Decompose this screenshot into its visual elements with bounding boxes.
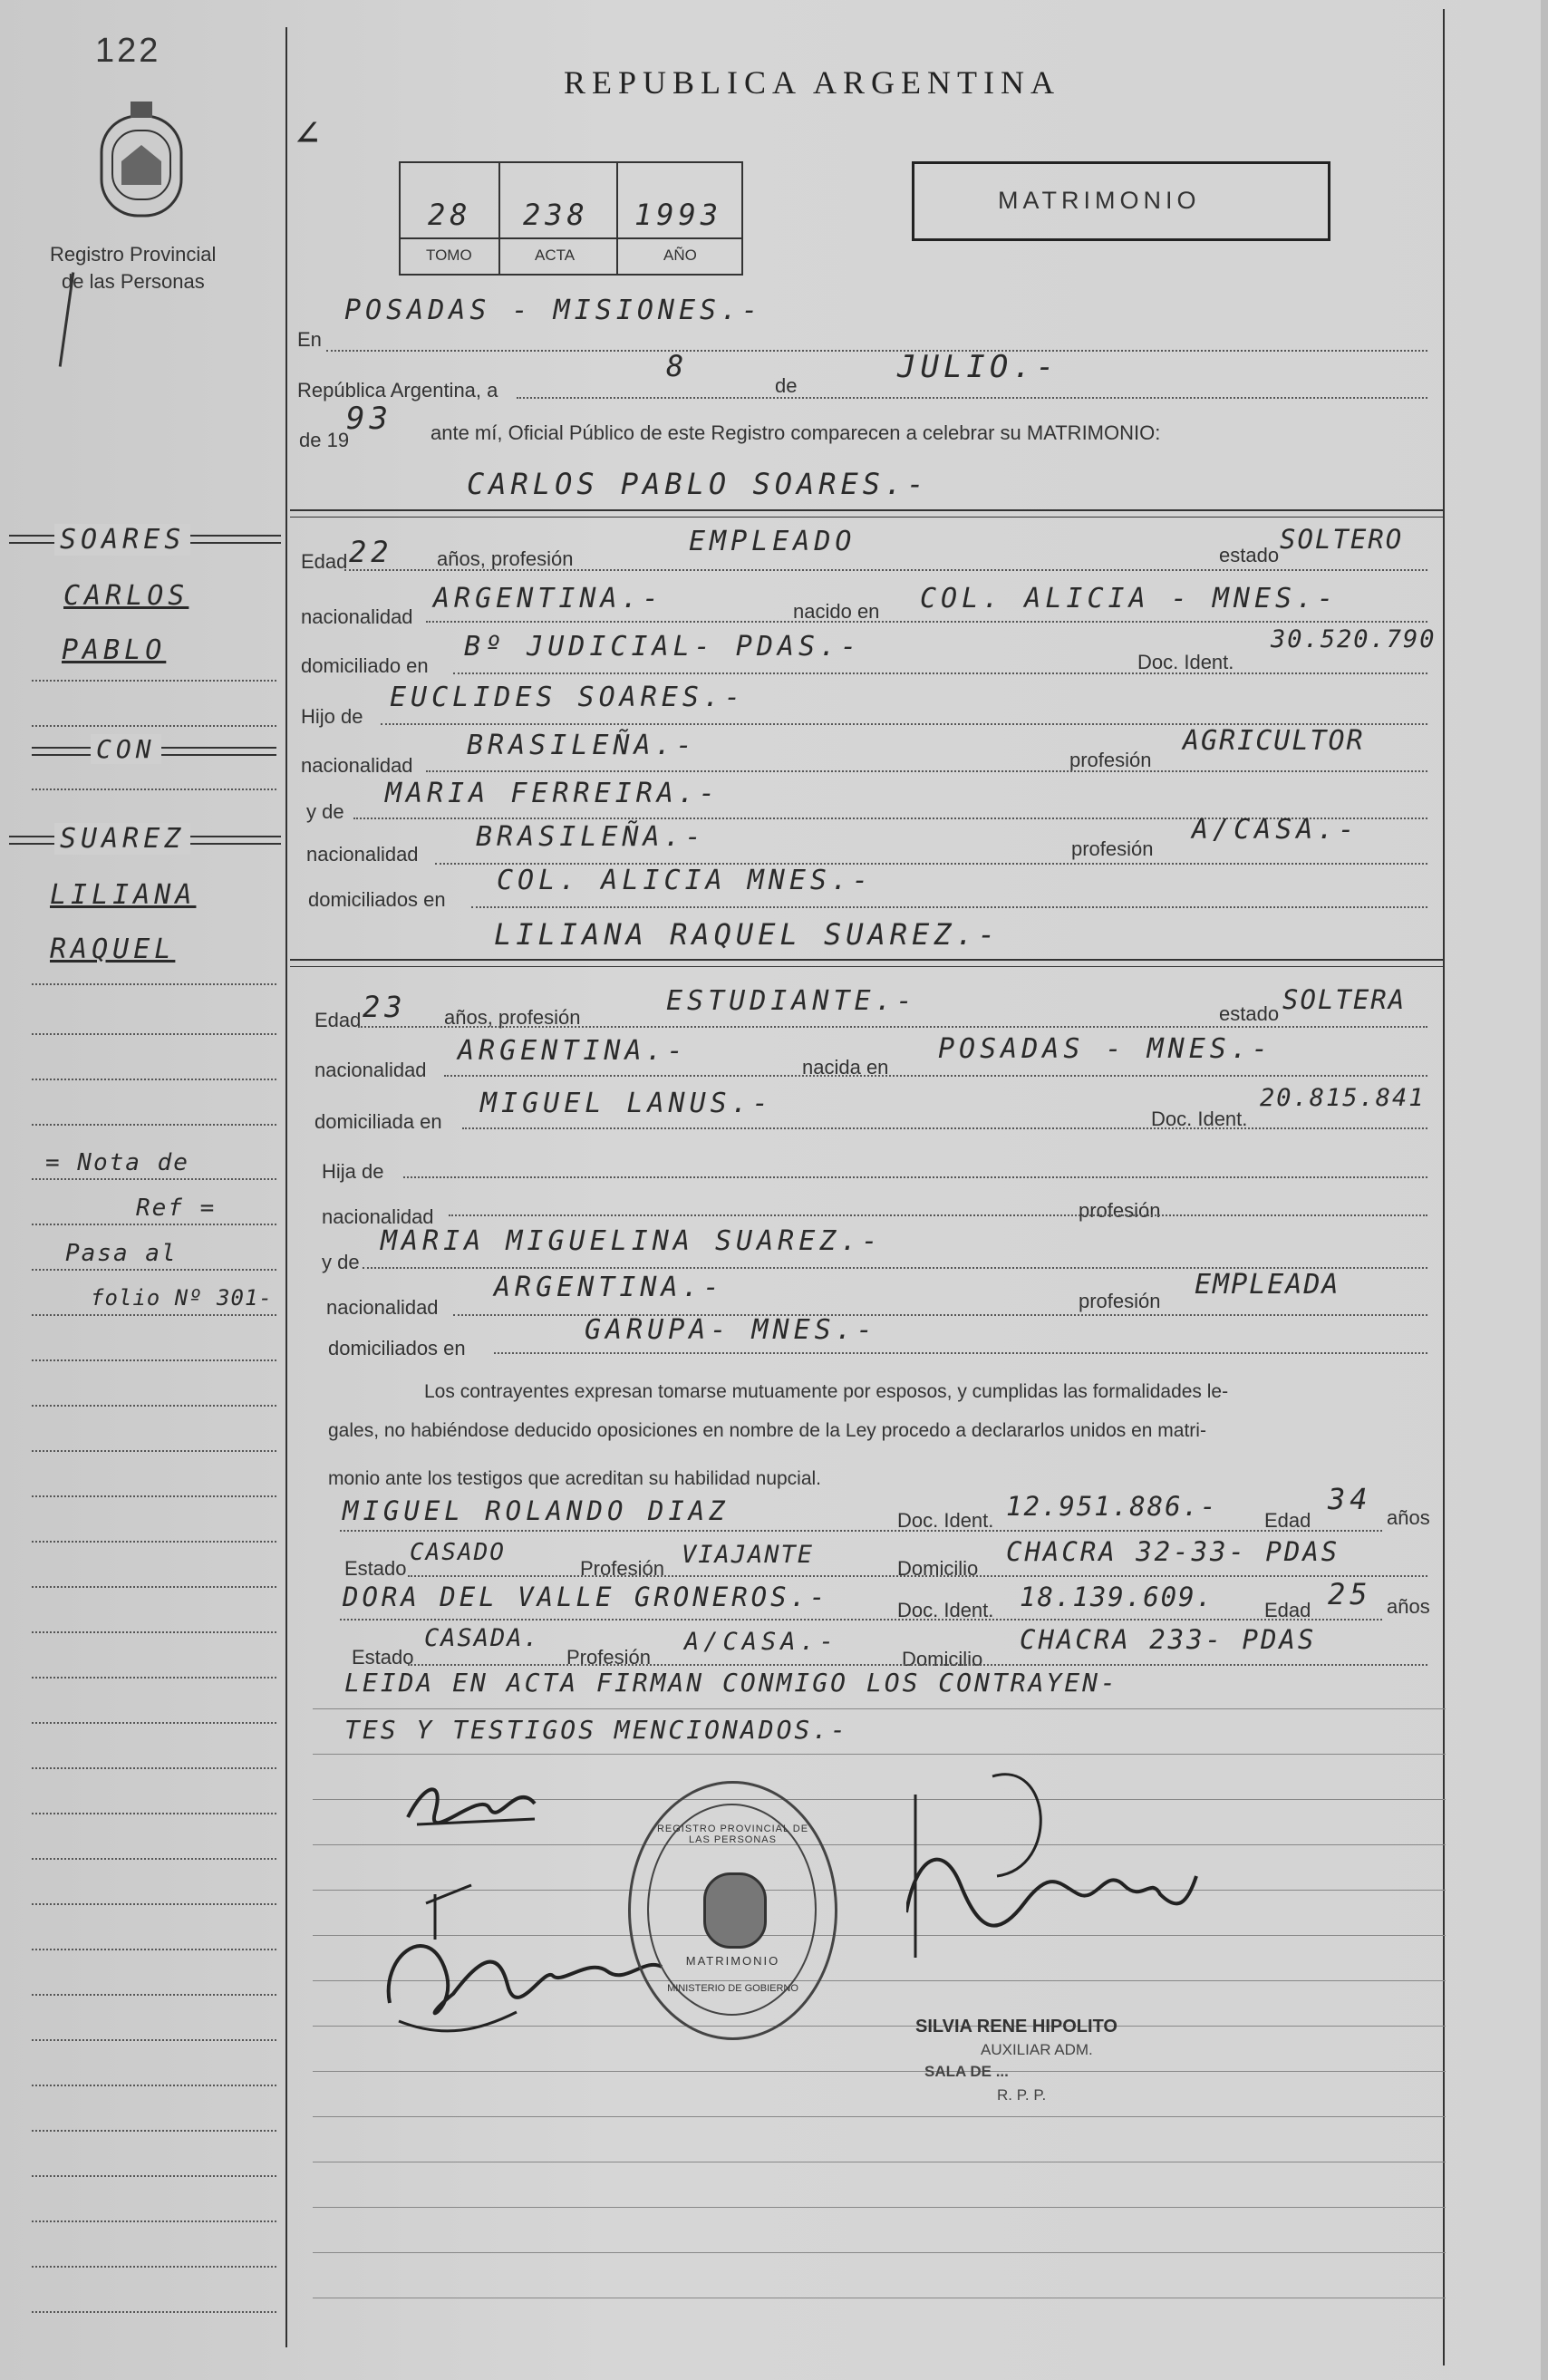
witness1-profession: VIAJANTE	[682, 1541, 815, 1569]
groom-full-name: CARLOS PABLO SOARES.-	[467, 467, 929, 501]
margin-line	[32, 1314, 276, 1316]
bride-birthplace: POSADAS - MNES.-	[938, 1033, 1272, 1065]
groom-nacionalidad-label: nacionalidad	[301, 605, 413, 628]
margin-line	[32, 680, 276, 682]
groom-parents-line	[471, 906, 1427, 908]
margin-note-4: folio Nº 301-	[91, 1285, 273, 1311]
groom-mother-nationality: BRASILEÑA.-	[476, 821, 706, 853]
ruled-line	[313, 2252, 1446, 2253]
margin-line	[32, 2311, 276, 2313]
margin-line	[32, 1541, 276, 1543]
margin-line	[32, 1994, 276, 1996]
bride-parents-address: GARUPA- MNES.-	[585, 1314, 877, 1346]
margin-bride-surname: SUAREZ	[54, 823, 190, 855]
bride-father-nat-label: nacionalidad	[322, 1205, 434, 1228]
bride-nat-line	[444, 1075, 1427, 1077]
witness2-age: 25	[1328, 1577, 1372, 1611]
groom-father: EUCLIDES SOARES.-	[390, 682, 746, 713]
witness2-status: CASADA.	[424, 1624, 540, 1652]
margin-line	[32, 725, 276, 727]
margin-line	[32, 1949, 276, 1950]
ruled-line	[313, 2071, 1446, 2072]
country-title: REPUBLICA ARGENTINA	[564, 64, 1061, 101]
witness1-domicile: CHACRA 32-33- PDAS	[1006, 1536, 1340, 1567]
declaration-line-3: monio ante los testigos que acreditan su habilidad nupcial.	[328, 1468, 822, 1489]
witness2-estado-label: Estado	[352, 1646, 414, 1669]
witness1-estado-label: Estado	[344, 1557, 407, 1580]
margin-line	[32, 1722, 276, 1724]
groom-mother-prof-label: profesión	[1071, 837, 1154, 860]
margin-line	[32, 1858, 276, 1860]
official-stamp-2: AUXILIAR ADM.	[981, 2041, 1093, 2058]
year-prefix: de 19	[299, 429, 350, 451]
signature-1	[399, 1772, 544, 1840]
witness2-name: DORA DEL VALLE GRONEROS.-	[343, 1582, 829, 1612]
groom-birthplace: COL. ALICIA - MNES.-	[920, 583, 1339, 614]
witness2-line	[340, 1619, 1382, 1621]
witness2-domicilio-label: Domicilio	[902, 1648, 983, 1670]
acta-value: 238	[523, 198, 589, 232]
groom-doc: 30.520.790	[1271, 625, 1437, 653]
signature-2	[372, 1867, 671, 2053]
box-divider	[401, 237, 741, 239]
groom-section-line-2	[290, 517, 1443, 518]
ruled-line	[313, 1708, 1446, 1709]
year-value: 93	[346, 401, 392, 437]
closing-line-1: LEIDA EN ACTA FIRMAN CONMIGO LOS CONTRAYEN-	[344, 1668, 1118, 1698]
groom-status: SOLTERO	[1280, 524, 1404, 555]
groom-section-line	[290, 509, 1443, 511]
bride-estado-label: estado	[1219, 1002, 1280, 1025]
margin-divider	[285, 27, 287, 2347]
bride-father-line	[403, 1176, 1427, 1178]
margin-line	[32, 1495, 276, 1497]
bride-profession: ESTUDIANTE.-	[666, 985, 917, 1017]
bride-age: 23	[363, 990, 407, 1024]
groom-father-prof-label: profesión	[1069, 749, 1152, 771]
bride-father-prof-label: profesión	[1079, 1199, 1161, 1222]
bride-full-name: LILIANA RAQUEL SUAREZ.-	[494, 917, 1001, 952]
groom-father-profession: AGRICULTOR	[1183, 725, 1365, 757]
bride-parents-addr-label: domiciliados en	[328, 1337, 466, 1359]
republica-label: República Argentina, a	[297, 379, 498, 402]
bride-domiciliada-label: domiciliada en	[314, 1110, 442, 1133]
margin-line	[32, 1079, 276, 1080]
margin-line	[32, 1359, 276, 1361]
groom-anos-profesion: años, profesión	[437, 547, 574, 570]
groom-nat-line	[426, 621, 1427, 623]
groom-edad-label: Edad	[301, 550, 348, 573]
groom-father-nat-line	[426, 770, 1427, 772]
margin-line	[32, 2039, 276, 2041]
bride-doc: 20.815.841	[1260, 1084, 1426, 1112]
margin-line	[32, 1224, 276, 1225]
margin-line	[32, 2085, 276, 2086]
witness2-profesion-label: Profesión	[566, 1646, 651, 1669]
provincial-seal	[628, 1781, 837, 2040]
margin-note-3: Pasa al	[65, 1240, 178, 1267]
witness1-edad-label: Edad	[1264, 1509, 1311, 1532]
bride-age-line	[358, 1026, 1427, 1028]
margin-line	[32, 1767, 276, 1769]
margin-line	[32, 2130, 276, 2132]
witness1-name: MIGUEL ROLANDO DIAZ	[343, 1495, 730, 1526]
groom-addr-line	[453, 672, 1427, 674]
seal-bottom-text: MINISTERIO DE GOBIERNO	[667, 1983, 798, 1994]
margin-line	[32, 1405, 276, 1407]
margin-line	[32, 1178, 276, 1180]
groom-father-nat-label: nacionalidad	[301, 754, 413, 777]
bride-mother-nationality: ARGENTINA.-	[494, 1272, 724, 1303]
witness1-profesion-label: Profesión	[580, 1557, 664, 1580]
bride-addr-line	[462, 1127, 1427, 1129]
bride-anos-profesion: años, profesión	[444, 1006, 581, 1029]
margin-bride-second: RAQUEL	[50, 934, 176, 965]
bride-mother: MARIA MIGUELINA SUAREZ.-	[381, 1225, 883, 1257]
seal-outer-text: REGISTRO PROVINCIAL DE LAS PERSONAS	[656, 1824, 809, 1845]
bride-doc-label: Doc. Ident.	[1151, 1108, 1248, 1130]
margin-line	[32, 983, 276, 985]
witness2-doc-label: Doc. Ident.	[897, 1599, 994, 1621]
registry-seal-icon	[100, 98, 183, 223]
witness2-profession: A/CASA.-	[684, 1628, 839, 1656]
official-stamp-1: SILVIA RENE HIPOLITO	[915, 2017, 1117, 2037]
witness2-line-2	[408, 1664, 1427, 1666]
bride-mother-label: y de	[322, 1251, 360, 1273]
signature-3	[906, 1758, 1205, 1971]
witness1-doc: 12.951.886.-	[1006, 1491, 1218, 1522]
groom-nationality: ARGENTINA.-	[433, 583, 663, 614]
ano-value: 1993	[634, 198, 723, 232]
bride-edad-label: Edad	[314, 1009, 362, 1031]
bride-mother-profession: EMPLEADA	[1195, 1269, 1340, 1301]
groom-age-line	[344, 569, 1427, 571]
groom-profession: EMPLEADO	[689, 526, 856, 557]
witness1-line	[340, 1530, 1382, 1532]
margin-line	[32, 1124, 276, 1126]
bride-status: SOLTERA	[1282, 984, 1407, 1015]
acta-cell	[500, 163, 618, 274]
groom-father-nationality: BRASILEÑA.-	[467, 730, 697, 761]
margin-groom-second: PABLO	[62, 634, 167, 666]
groom-parents-address: COL. ALICIA MNES.-	[497, 865, 874, 896]
margin-line	[32, 2220, 276, 2222]
margin-line	[32, 788, 276, 790]
bride-address: MIGUEL LANUS.-	[480, 1088, 773, 1119]
margin-groom-surname: SOARES	[54, 524, 190, 556]
groom-nacido-label: nacido en	[793, 600, 880, 623]
bride-father-nat-line	[449, 1214, 1427, 1216]
margin-note-1: = Nota de	[45, 1149, 189, 1176]
ruled-line	[313, 1754, 1446, 1755]
groom-age: 22	[349, 535, 393, 569]
acta-label: ACTA	[535, 247, 576, 264]
ano-cell	[618, 163, 741, 274]
margin-line	[32, 2266, 276, 2268]
witness2-domicile: CHACRA 233- PDAS	[1020, 1624, 1317, 1655]
witness2-anos: años	[1387, 1595, 1430, 1618]
ruled-line	[313, 2207, 1446, 2208]
witness1-line-2	[408, 1575, 1427, 1577]
registry-name-2: de las Personas	[62, 270, 205, 293]
document-type-box	[912, 161, 1330, 241]
closing-line-2: TES Y TESTIGOS MENCIONADOS.-	[344, 1715, 849, 1745]
bride-section-line-2	[290, 966, 1443, 967]
margin-line	[32, 1269, 276, 1271]
margin-note-2: Ref =	[136, 1195, 217, 1222]
margin-bride-first: LILIANA	[50, 879, 197, 911]
margin-line	[32, 1450, 276, 1452]
right-border	[1443, 9, 1445, 2365]
margin-con: CON	[91, 734, 161, 764]
bride-parents-line	[494, 1352, 1427, 1354]
bride-nacionalidad-label: nacionalidad	[314, 1059, 427, 1081]
groom-address: Bº JUDICIAL- PDAS.-	[464, 631, 862, 663]
margin-line	[32, 1586, 276, 1588]
witness1-anos: años	[1387, 1506, 1430, 1529]
groom-domiciliado-label: domiciliado en	[301, 654, 429, 677]
witness2-doc: 18.139.609.	[1020, 1582, 1214, 1612]
en-label: En	[297, 328, 322, 351]
margin-line	[32, 2175, 276, 2177]
bride-mother-nat-label: nacionalidad	[326, 1296, 439, 1319]
groom-mother: MARIA FERREIRA.-	[385, 778, 720, 809]
day-value: 8	[666, 349, 689, 383]
groom-mother-nat-label: nacionalidad	[306, 843, 419, 866]
ruled-line	[313, 1844, 1446, 1845]
ruled-line	[313, 2116, 1446, 2117]
declaration-line-1: Los contrayentes expresan tomarse mutuamente por esposos, y cumplidas las formalidades le-	[424, 1381, 1229, 1402]
date-line	[517, 397, 1427, 399]
witness1-doc-label: Doc. Ident.	[897, 1509, 994, 1532]
groom-mother-profession: A/CASA.-	[1192, 814, 1359, 846]
registry-number-box	[399, 161, 743, 276]
margin-line	[32, 1631, 276, 1633]
margin-line	[32, 1903, 276, 1905]
margin-line	[32, 1813, 276, 1814]
compare-text: ante mí, Oficial Público de este Registro comparecen a celebrar su MATRIMONIO:	[431, 421, 1161, 444]
margin-line	[32, 1033, 276, 1035]
place-line	[326, 350, 1427, 352]
margin-groom-first: CARLOS	[63, 580, 189, 612]
witness1-status: CASADO	[410, 1539, 506, 1566]
margin-line	[32, 1677, 276, 1679]
groom-doc-label: Doc. Ident.	[1137, 651, 1234, 673]
registry-name-1: Registro Provincial	[50, 243, 217, 266]
declaration-line-2: gales, no habiéndose deducido oposiciones en nombre de la Ley procedo a declararlos unidos en matri-	[328, 1420, 1206, 1441]
bride-section-line	[290, 959, 1443, 961]
official-stamp-3: SALA DE ...	[924, 2063, 1009, 2080]
witness1-domicilio-label: Domicilio	[897, 1557, 979, 1580]
official-stamp-4: R. P. P.	[997, 2086, 1047, 2104]
groom-parents-addr-label: domiciliados en	[308, 888, 446, 911]
tomo-value: 28	[428, 198, 472, 232]
bride-nationality: ARGENTINA.-	[458, 1035, 688, 1067]
page-number: 122	[95, 32, 161, 70]
seal-inner-text: MATRIMONIO	[685, 1954, 780, 1968]
de-label: de	[775, 374, 798, 397]
tomo-cell	[401, 163, 500, 274]
bride-nacida-label: nacida en	[802, 1056, 889, 1079]
initials-mark: ∠	[295, 109, 324, 158]
ano-label: AÑO	[663, 247, 697, 264]
seal-emblem-icon	[703, 1872, 767, 1949]
groom-mother-label: y de	[306, 800, 344, 823]
witness2-edad-label: Edad	[1264, 1599, 1311, 1621]
witness1-age: 34	[1328, 1482, 1372, 1516]
place-value: POSADAS - MISIONES.-	[344, 295, 763, 326]
bride-mother-prof-label: profesión	[1079, 1290, 1161, 1312]
tomo-label: TOMO	[426, 247, 472, 264]
bride-hija-label: Hija de	[322, 1160, 384, 1183]
groom-estado-label: estado	[1219, 544, 1280, 566]
document-type: MATRIMONIO	[998, 187, 1201, 214]
groom-hijo-label: Hijo de	[301, 705, 363, 728]
month-value: JULIO.-	[897, 349, 1059, 385]
